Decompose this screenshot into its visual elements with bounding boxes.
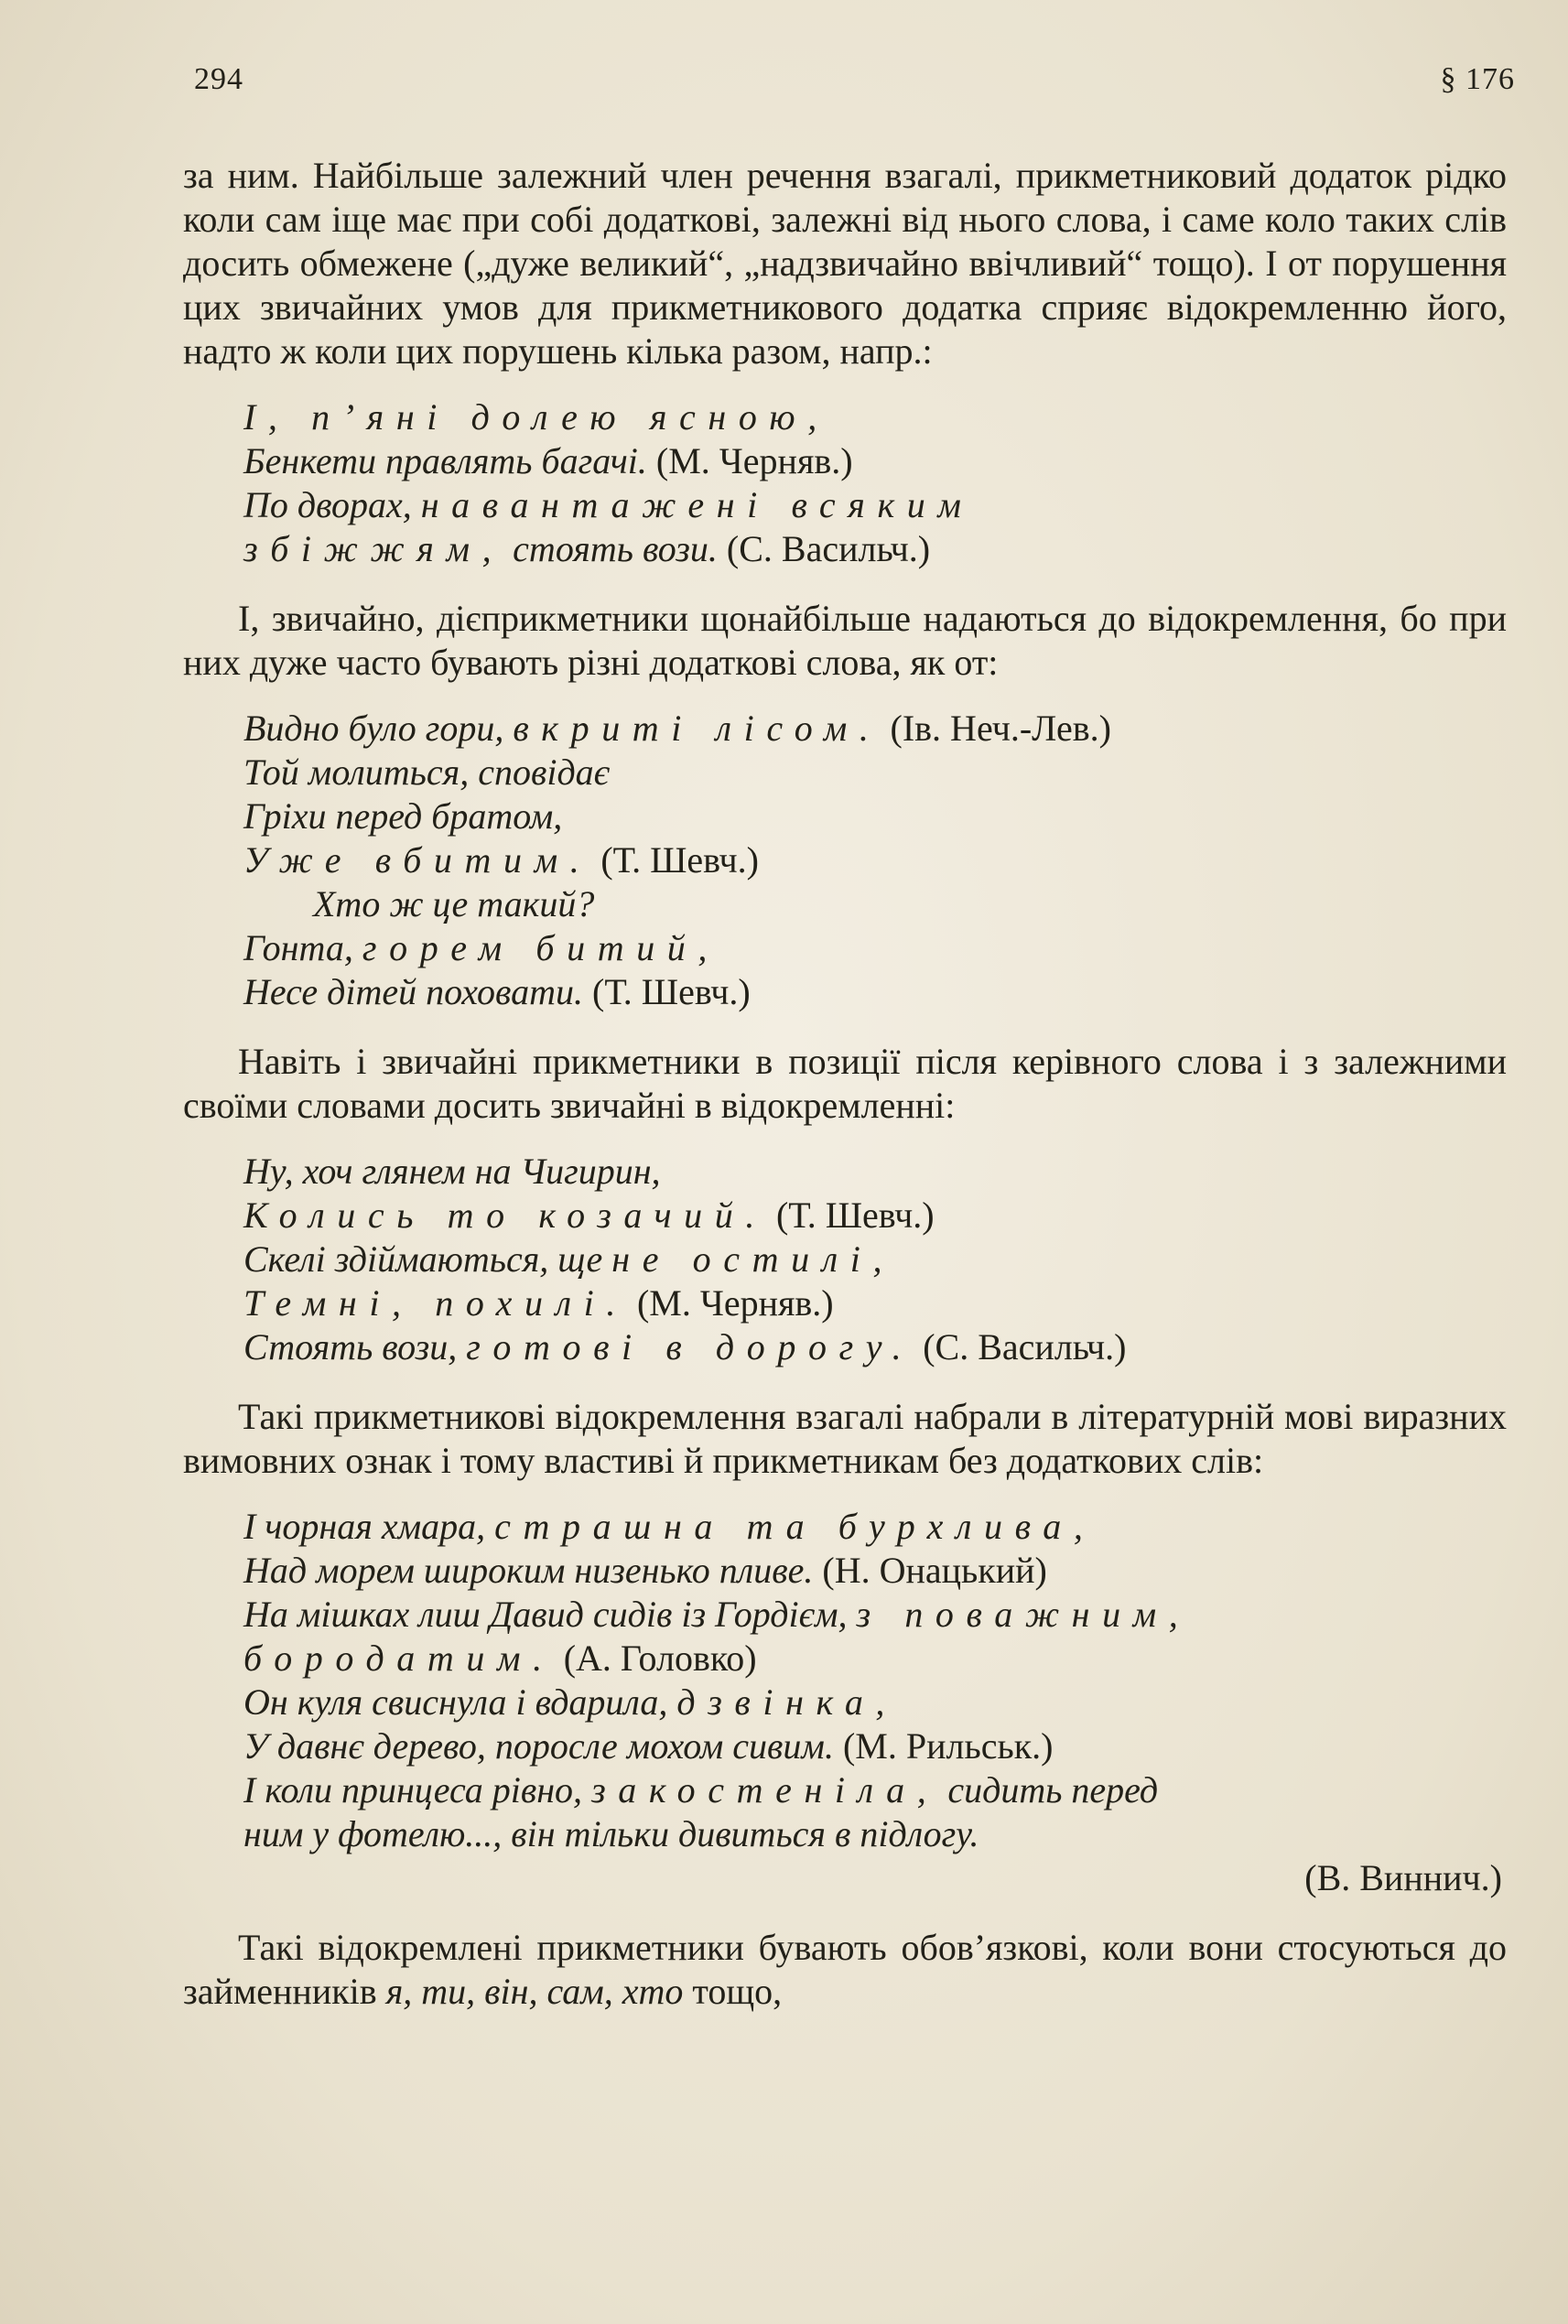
example-line: бородатим. (А. Головко) — [243, 1638, 757, 1679]
example-line: Бенкети правлять багачі. (М. Черняв.) — [243, 440, 853, 481]
paragraph-text: Такі відокремлені прикметники бувають обов’язкові, коли вони стосуються до займенників — [183, 1927, 1507, 2012]
example-line: Темні, похилі. (М. Черняв.) — [243, 1282, 834, 1324]
citation: (С. Васильч.) — [717, 528, 931, 569]
example-line: Скелі здіймаються, ще не остилі, — [243, 1238, 895, 1280]
paragraph: Такі відокремлені прикметники бувають обов’язкові, коли вони стосуються до займенників я, ти, він, сам, хто тощо, — [183, 1927, 1507, 2012]
citation: (С. Васильч.) — [914, 1326, 1127, 1367]
paragraph-text: за ним. Найбільше залежний член речення взагалі, прикметниковий додаток рідко коли сам іще має при собі додаткові, залежні від нього слова, і саме коло таких слів досить обмежене („дуже великий“, „надзвичайно ввічливий“ тощо). І от порушення цих звичайних умов для прикметникового додатка сприяє відокремленню його, надто ж коли цих порушень кілька разом, напр.: — [183, 155, 1507, 372]
example-line: ним у фотелю..., він тільки дивиться в підлогу. — [243, 1813, 979, 1854]
citation: (Т. Шевч.) — [583, 971, 751, 1012]
example-line: Гріхи перед братом, — [243, 795, 563, 837]
citation: (Ів. Неч.-Лев.) — [881, 708, 1111, 749]
example-line: І, п’яні долею ясною, — [243, 396, 829, 438]
pronoun-list: я, ти, він, сам, хто — [385, 1971, 684, 2012]
citation: (Т. Шевч.) — [766, 1194, 935, 1236]
citation: (М. Черняв.) — [627, 1282, 834, 1324]
paragraph — [183, 154, 1507, 373]
example-line: Той молиться, сповідає — [243, 751, 611, 793]
example-line: І коли принцеса рівно, закостеніла, сидить перед — [243, 1769, 1159, 1811]
paragraph-text: І, звичайно, дієприкметники щонайбільше надаються до відокремлення, бо при них дуже часто бувають різні додаткові слова, як от: — [183, 598, 1507, 683]
example-line: Колись то козачий. (Т. Шевч.) — [243, 1194, 935, 1236]
citation: (Н. Онацький) — [813, 1550, 1047, 1591]
paragraph — [183, 597, 1507, 685]
example-block-1 — [243, 395, 1507, 571]
example-block-2 — [243, 707, 1507, 1014]
example-line — [243, 1856, 1507, 1900]
example-line: Уже вбитим. (Т. Шевч.) — [243, 839, 759, 881]
page-number: 294 — [194, 62, 243, 96]
example-line: Над морем широким низенько пливе. (Н. Онацький) — [243, 1550, 1047, 1591]
example-line: Он куля свиснула і вдарила, дзвінка, — [243, 1681, 898, 1723]
example-line: Стоять вози, готові в дорогу. (С. Васильч.) — [243, 1326, 1127, 1367]
example-block-3 — [243, 1150, 1507, 1369]
example-block-4 — [243, 1505, 1507, 1900]
example-line: Несе дітей поховати. (Т. Шевч.) — [243, 971, 751, 1012]
citation: (Т. Шевч.) — [591, 839, 759, 881]
paragraph-text: Навіть і звичайні прикметники в позиції після керівного слова і з залежними своїми словами досить звичайні в відокремленні: — [183, 1041, 1507, 1126]
example-line: Видно було гори, вкриті лісом. (Ів. Неч.-Лев.) — [243, 708, 1111, 749]
example-line: У давнє дерево, поросле мохом сивим. (М. Рильськ.) — [243, 1725, 1054, 1767]
citation: (А. Головко) — [554, 1638, 757, 1679]
paragraph — [183, 1395, 1507, 1483]
citation: (М. Рильськ.) — [833, 1725, 1054, 1767]
citation: (В. Виннич.) — [1304, 1857, 1502, 1898]
page-header — [194, 62, 1515, 97]
example-line: збіжжям, стоять вози. (С. Васильч.) — [243, 528, 931, 569]
example-line: Хто ж це такий? — [313, 883, 595, 924]
example-line: Ну, хоч глянем на Чигирин, — [243, 1151, 661, 1192]
example-line: На мішках лиш Давид сидів із Гордієм, з поважним, — [243, 1594, 1191, 1635]
paragraph — [183, 1040, 1507, 1128]
example-line: По дворах, навантажені всяким — [243, 484, 974, 525]
page-body — [183, 154, 1507, 2036]
example-line: Гонта, горем битий, — [243, 927, 720, 968]
example-line: І чорная хмара, страшна та бурхлива, — [243, 1506, 1096, 1547]
citation: (М. Черняв.) — [646, 440, 853, 481]
section-number: § 176 — [1440, 62, 1515, 96]
paragraph-text: Такі прикметникові відокремлення взагалі набрали в літературній мові виразних вимовних ознак і тому властиві й прикметникам без додаткових слів: — [183, 1396, 1507, 1481]
